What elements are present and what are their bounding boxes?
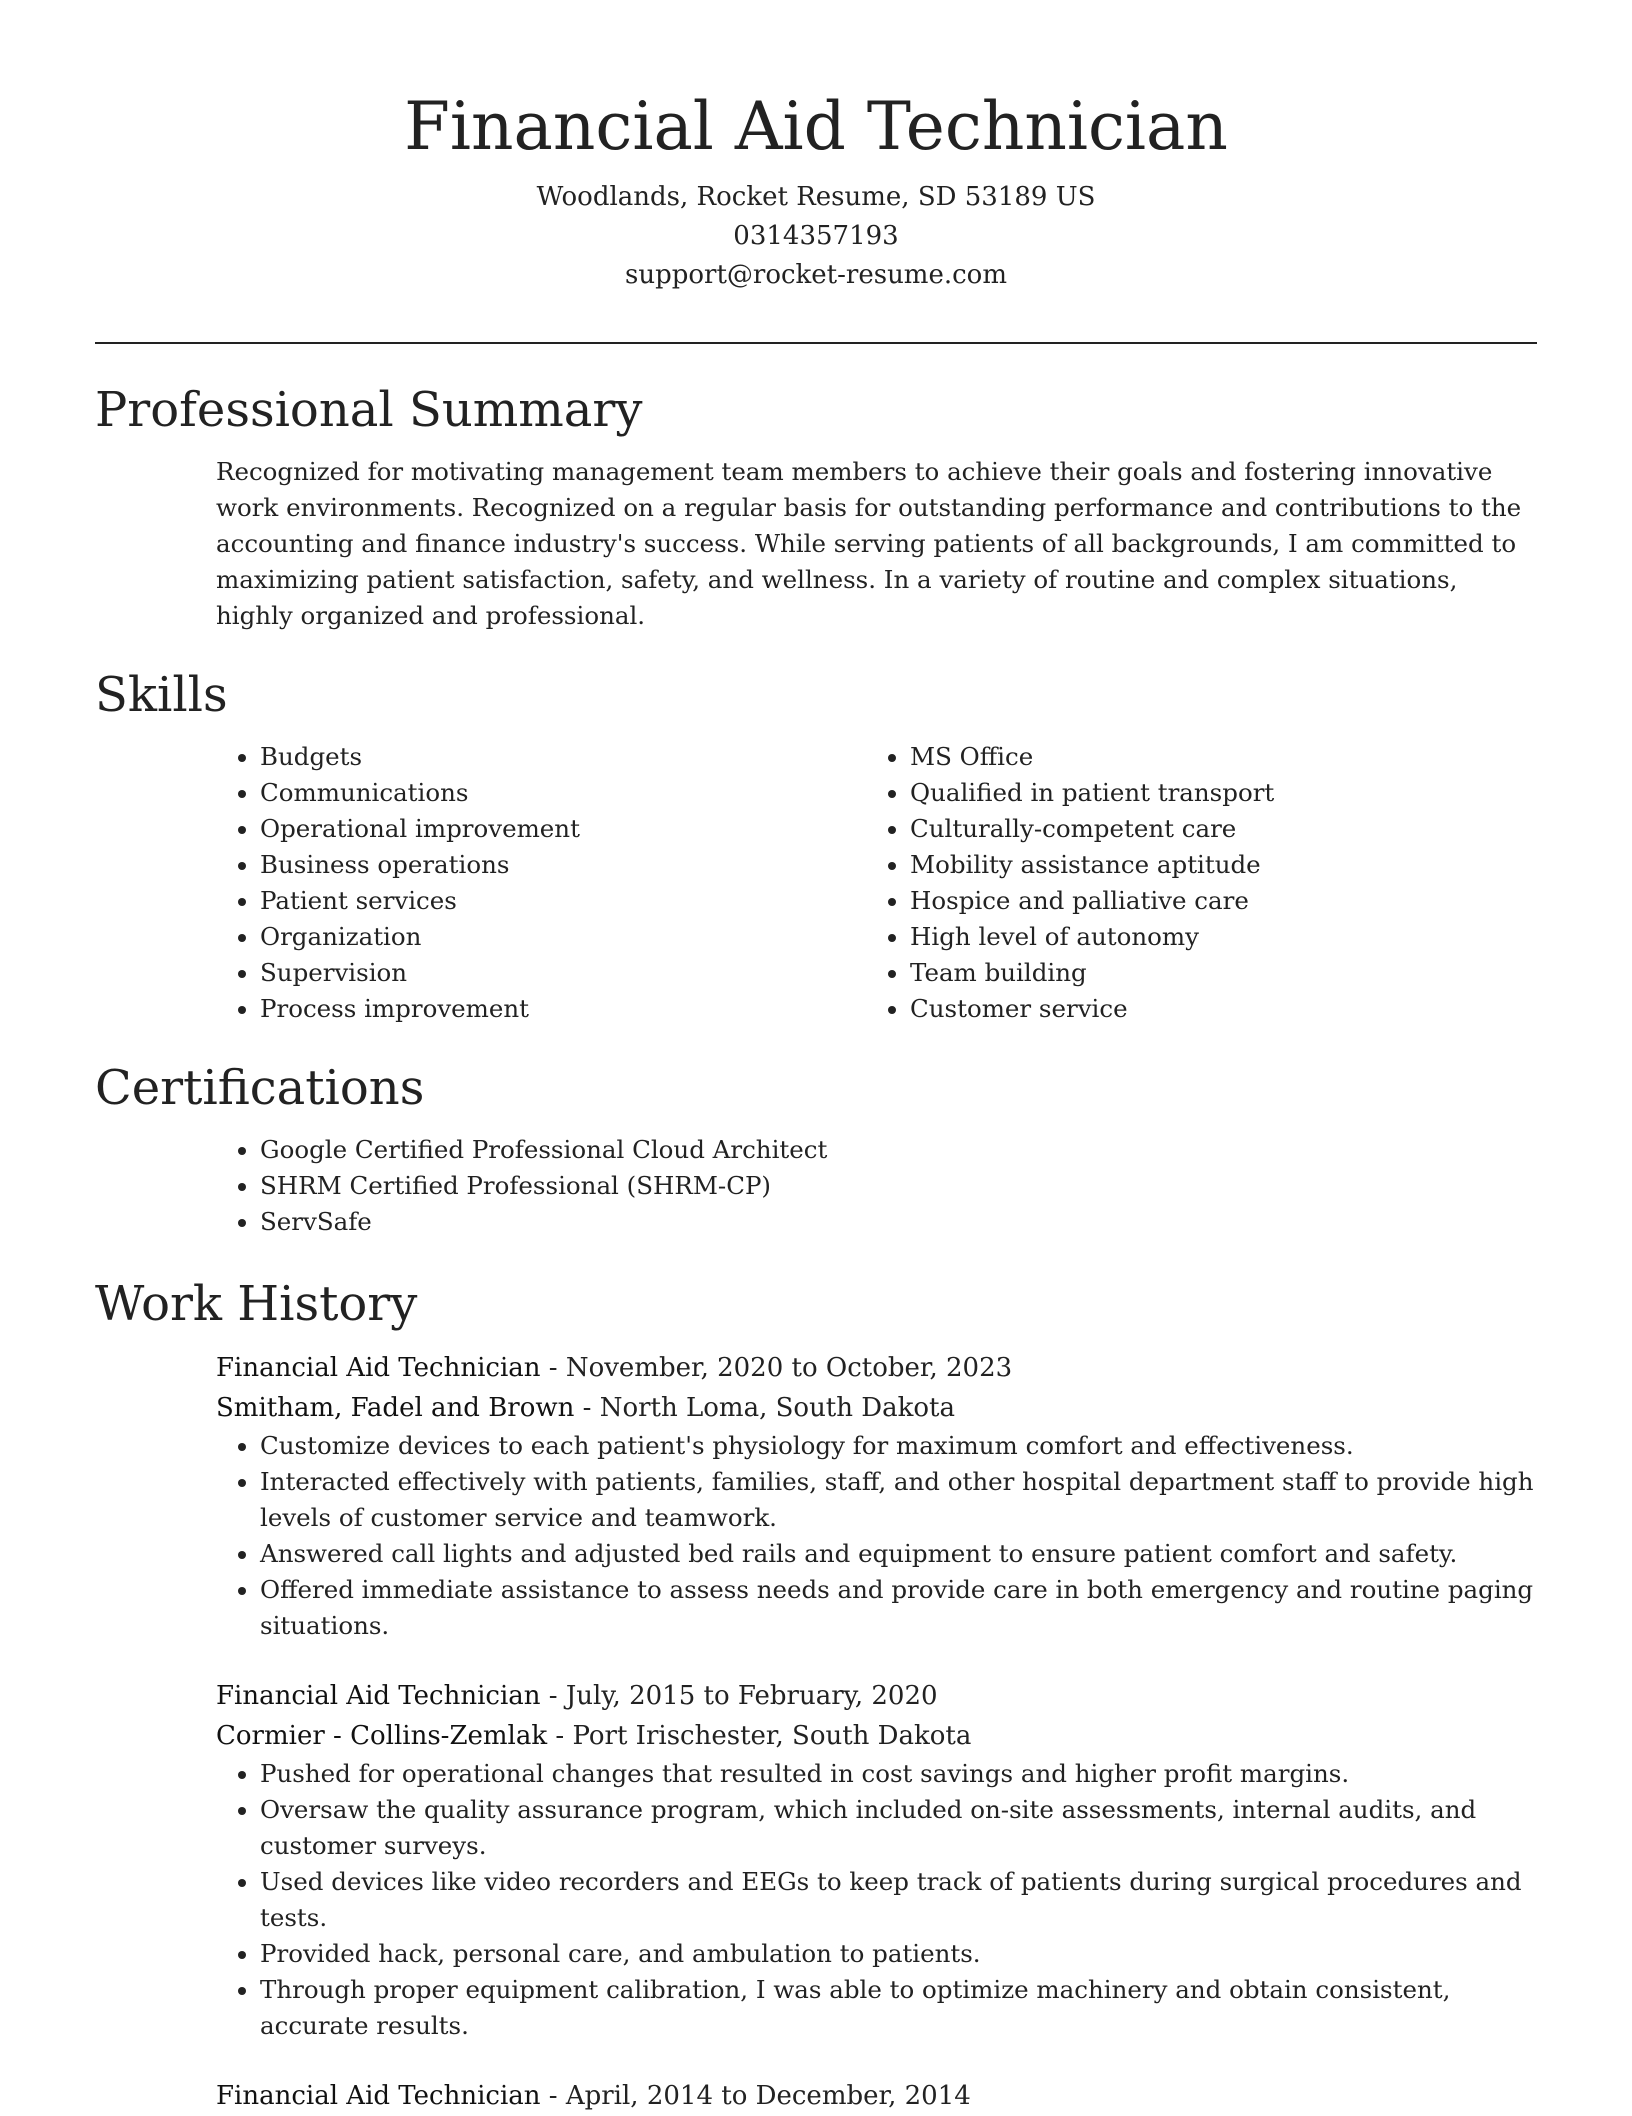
certifications-section [95, 1058, 1537, 1240]
skill-item: • Qualified in patient transport [910, 775, 1516, 811]
header-divider [95, 342, 1537, 344]
job-bullet: • Provided hack, personal care, and ambulation to patients. [260, 1936, 1537, 1972]
skill-item: • Customer service [910, 991, 1516, 1027]
contact-address: Woodlands, Rocket Resume, SD 53189 US [536, 182, 1096, 212]
job-title: Financial Aid Technician [216, 1353, 541, 1383]
job-bullet: • Interacted effectively with patients, families, staff, and other hospital department staff to provide high levels of customer service and teamwork. [260, 1464, 1537, 1536]
certifications-wrapper [216, 1132, 1537, 1240]
job-entry [216, 1676, 1537, 1756]
skill-item: • Patient services [260, 883, 866, 919]
job-title: Financial Aid Technician [216, 2081, 541, 2111]
job-dates: - November, 2020 to October, 2023 [540, 1353, 1013, 1383]
skill-item: • Hospice and palliative care [910, 883, 1516, 919]
skills-column-left [216, 739, 866, 1027]
job-bullet: • Offered immediate assistance to assess needs and provide care in both emergency and routine paging situations. [260, 1572, 1537, 1644]
job-company-line [216, 1388, 1537, 1428]
skill-item: • Mobility assistance aptitude [910, 847, 1516, 883]
job-location: - North Loma, South Dakota [574, 1393, 955, 1423]
job-company: Cormier - Collins-Zemlak [216, 1721, 548, 1751]
skill-item: • High level of autonomy [910, 919, 1516, 955]
job-bullet: • Customize devices to each patient's physiology for maximum comfort and effectiveness. [260, 1428, 1537, 1464]
candidate-name: Financial Aid Technician [404, 88, 1228, 165]
contact-email: support@rocket-resume.com [624, 260, 1007, 290]
job-company-line [216, 1716, 1537, 1756]
summary-section [95, 380, 1537, 634]
skill-item: • Operational improvement [260, 811, 866, 847]
skills-title: Skills [95, 667, 228, 723]
contact-info [0, 178, 1632, 295]
job-bullet: • Pushed for operational changes that resulted in cost savings and higher profit margins. [260, 1756, 1537, 1792]
certification-item: • ServSafe [260, 1204, 827, 1240]
skill-item: • Culturally-competent care [910, 811, 1516, 847]
skill-item: • MS Office [910, 739, 1516, 775]
skills-columns [216, 739, 1537, 1027]
resume-header [0, 0, 1632, 295]
summary-title: Professional Summary [95, 382, 643, 438]
skill-item: • Team building [910, 955, 1516, 991]
job-title-line [216, 2076, 1537, 2116]
job-dates: - April, 2014 to December, 2014 [540, 2081, 971, 2111]
work-history-section [95, 1274, 1537, 2116]
job-bullets [95, 1428, 1537, 1644]
skills-list-left [216, 739, 866, 1027]
work-history-title: Work History [95, 1276, 418, 1332]
job-title-line [216, 1348, 1537, 1388]
certification-item: • Google Certified Professional Cloud Architect [260, 1132, 827, 1168]
certifications-title: Certifications [95, 1060, 425, 1116]
job-title: Financial Aid Technician [216, 1681, 541, 1711]
job-company: Smitham, Fadel and Brown [216, 1393, 575, 1423]
job-bullets [95, 1756, 1537, 2044]
certifications-list [216, 1132, 827, 1240]
job-location: - Port Irischester, South Dakota [547, 1721, 972, 1751]
job-dates: - July, 2015 to February, 2020 [540, 1681, 938, 1711]
summary-text: Recognized for motivating management team members to achieve their goals and fostering innovative work environments. Recognized on a regular basis for outstanding performance and contributions to the accounting and finance industry's success. While serving patients of all backgrounds, I am committed to maximizing patient satisfaction, safety, and wellness. In a variety of routine and complex situations, highly organized and professional. [216, 457, 1522, 630]
job-entry [216, 2076, 1537, 2116]
job-bullet: • Oversaw the quality assurance program, which included on-site assessments, internal audits, and customer surveys. [260, 1792, 1537, 1864]
skill-item: • Process improvement [260, 991, 866, 1027]
job-bullet: • Used devices like video recorders and EEGs to keep track of patients during surgical procedures and tests. [260, 1864, 1537, 1936]
skills-list-right [866, 739, 1516, 1027]
skill-item: • Organization [260, 919, 866, 955]
skill-item: • Communications [260, 775, 866, 811]
skill-item: • Supervision [260, 955, 866, 991]
skills-column-right [866, 739, 1516, 1027]
job-entry [216, 1348, 1537, 1428]
skill-item: • Business operations [260, 847, 866, 883]
job-bullet: • Answered call lights and adjusted bed rails and equipment to ensure patient comfort and safety. [260, 1536, 1537, 1572]
skill-item: • Budgets [260, 739, 866, 775]
certification-item: • SHRM Certified Professional (SHRM-CP) [260, 1168, 827, 1204]
job-title-line [216, 1676, 1537, 1716]
skills-section [95, 665, 1537, 1027]
contact-phone: 0314357193 [733, 221, 899, 251]
job-bullet: • Through proper equipment calibration, I was able to optimize machinery and obtain consistent, accurate results. [260, 1972, 1537, 2044]
